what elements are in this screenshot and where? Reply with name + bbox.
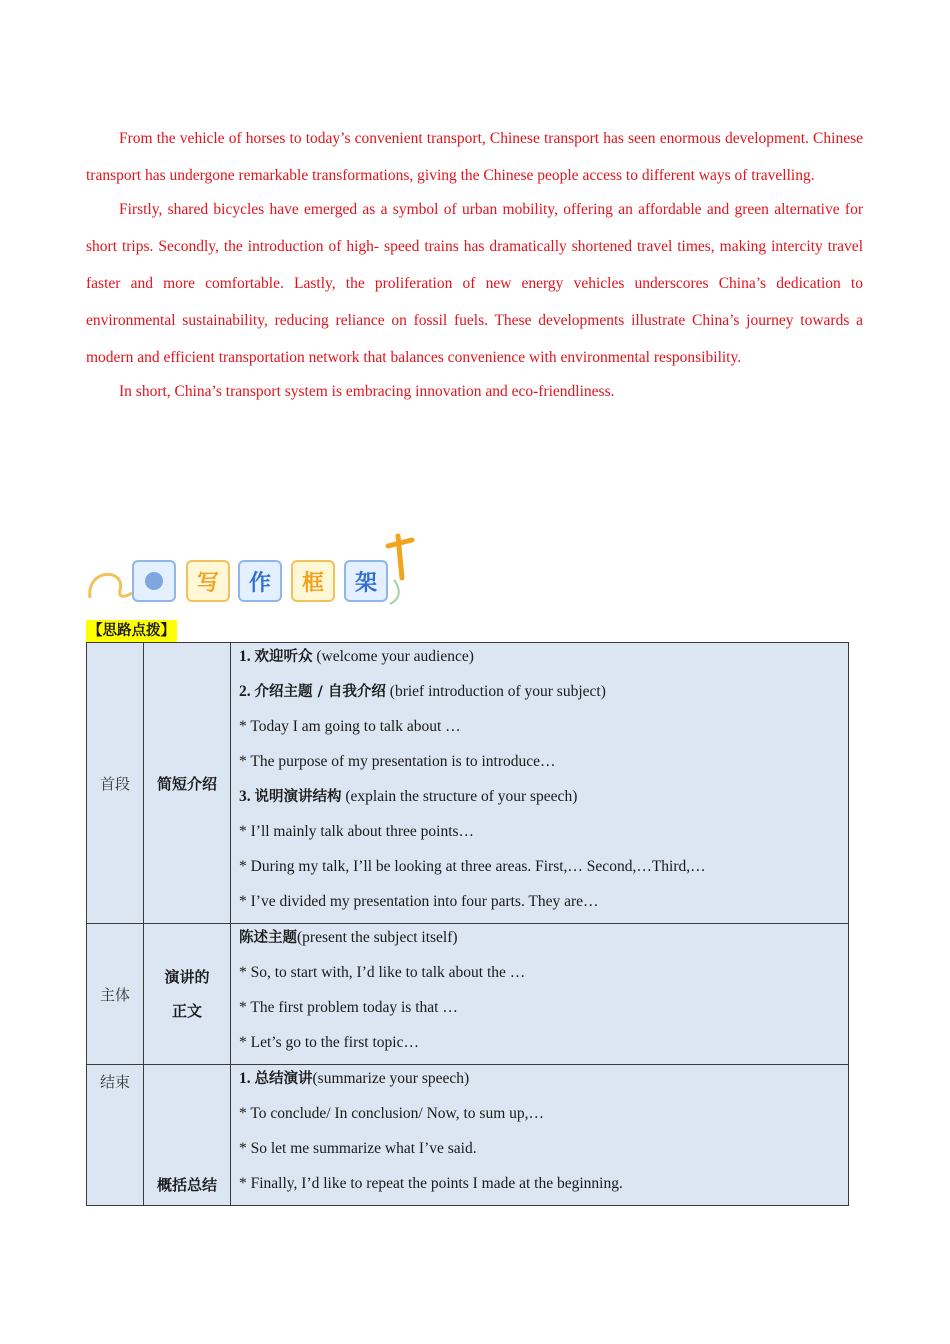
intro-phrase-3: * I’ll mainly talk about three points…	[239, 823, 475, 840]
label-cell-body	[144, 924, 231, 1065]
label-cell-intro: 简短介绍	[144, 643, 231, 924]
section-cell-end: 结束	[87, 1065, 144, 1206]
body-label-line-2: 正文	[171, 1002, 202, 1020]
end-phrase-1: * To conclude/ In conclusion/ Now, to sum up,…	[239, 1105, 545, 1122]
table-row-end	[87, 1065, 849, 1206]
intro-phrase-4: * During my talk, I’ll be looking at three areas. First,… Second,…Third,…	[239, 858, 706, 875]
table-row-body	[87, 924, 849, 1065]
body-heading: 陈述主题(present the subject itself)	[239, 929, 458, 946]
intro-heading-1: 1. 欢迎听众 (welcome your audience)	[239, 648, 474, 665]
end-heading: 1. 总结演讲(summarize your speech)	[239, 1070, 470, 1087]
intro-phrase-2: * The purpose of my presentation is to introduce…	[239, 753, 556, 770]
content-cell-body	[231, 924, 849, 1065]
section-cell-intro: 首段	[87, 643, 144, 924]
body-phrase-3: * Let’s go to the first topic…	[239, 1034, 419, 1051]
banner-tile-3: 框	[291, 560, 335, 602]
intro-heading-2: 2. 介绍主题 / 自我介绍 (brief introduction of your subject)	[239, 683, 606, 700]
banner-tile-1: 写	[186, 560, 230, 602]
body-label-line-1: 演讲的	[164, 968, 210, 986]
end-phrase-3: * Finally, I’d like to repeat the points I made at the beginning.	[239, 1175, 623, 1192]
essay-paragraph-3: In short, China’s transport system is embracing innovation and eco-friendliness.	[119, 383, 615, 400]
intro-phrase-1: * Today I am going to talk about …	[239, 718, 461, 735]
essay-text	[86, 120, 863, 407]
banner-tile-2: 作	[238, 560, 282, 602]
body-phrase-1: * So, to start with, I’d like to talk about the …	[239, 964, 526, 981]
circle-icon	[145, 572, 163, 590]
body-phrase-2: * The first problem today is that …	[239, 999, 458, 1016]
banner-tile-dot	[132, 560, 176, 602]
table-row-intro	[87, 643, 849, 924]
essay-paragraph-1: From the vehicle of horses to today’s convenient transport, Chinese transport has seen enormous development. Chinese transport has undergone remarkable transformations, giving the Chinese people access to different ways of travelling.	[86, 130, 863, 184]
writing-framework-banner	[86, 528, 426, 610]
label-cell-end: 概括总结	[144, 1065, 231, 1206]
intro-phrase-5: * I’ve divided my presentation into four parts. They are…	[239, 893, 599, 910]
writing-framework-table	[86, 642, 849, 1206]
content-cell-intro	[231, 643, 849, 924]
essay-paragraph-2: Firstly, shared bicycles have emerged as a symbol of urban mobility, offering an affordable and green alternative for short trips. Secondly, the introduction of high- speed trains has dramatically shortened travel times, making intercity travel faster and more comfortable. Lastly, the proliferation of new energy vehicles underscores China’s dedication to environmental sustainability, reducing reliance on fossil fuels. These developments illustrate China’s journey towards a modern and efficient transportation network that balances convenience with environmental responsibility.	[86, 201, 863, 366]
intro-heading-3: 3. 说明演讲结构 (explain the structure of your speech)	[239, 788, 578, 805]
section-cell-body: 主体	[87, 924, 144, 1065]
banner-tile-4: 架	[344, 560, 388, 602]
end-phrase-2: * So let me summarize what I’ve said.	[239, 1140, 477, 1157]
content-cell-end	[231, 1065, 849, 1206]
hint-tag: 【思路点拨】	[86, 620, 177, 642]
